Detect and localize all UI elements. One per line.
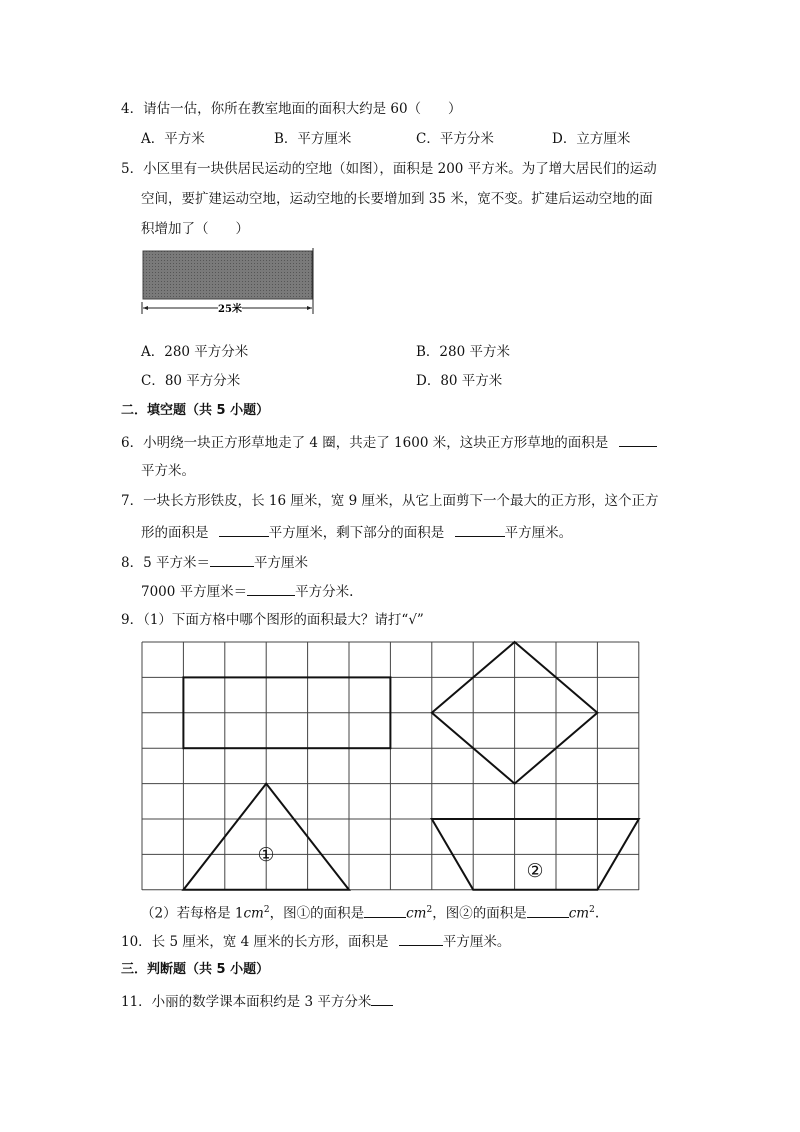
q5-line3: 积增加了（ ） (141, 221, 249, 237)
q4-option-d: D．立方厘米 (552, 131, 631, 147)
q9-part2 (141, 901, 599, 923)
q10-text-b: 平方厘米。 (442, 934, 511, 950)
q8-blank-1[interactable] (210, 552, 254, 567)
q10-line (121, 931, 510, 951)
q11-blank[interactable] (371, 991, 393, 1006)
q5-rectangle (143, 251, 312, 299)
q9-text-b: ，图①的面积是 (269, 905, 365, 922)
q7-text-c: 平方厘米。 (504, 525, 573, 541)
q7-blank-1[interactable] (219, 522, 269, 537)
q7-text-b: 平方厘米，剩下部分的面积是 (268, 525, 445, 541)
q5-line1: 5．小区里有一块供居民运动的空地（如图），面积是 200 平方米。为了增大居民们的运动 (121, 161, 657, 177)
q6-answer-blank[interactable] (619, 432, 657, 447)
q9-text-a: （2）若每格是 1 (141, 905, 244, 922)
q4-option-a: A．平方米 (141, 131, 205, 147)
q6-line1 (121, 432, 657, 452)
q8-line1 (121, 552, 308, 572)
section-2-title: 二．填空题（共 5 小题） (121, 403, 270, 418)
q9-end: . (594, 905, 600, 922)
q9-part1: 9．（1）下面方格中哪个图形的面积最大？请打“√” (121, 612, 424, 628)
q11-line (121, 991, 393, 1011)
q5-option-c: C．80 平方分米 (141, 373, 241, 389)
q8-text-c: 7000 平方厘米＝ (141, 584, 248, 600)
q8-text-d: 平方分米. (295, 584, 354, 600)
q5-line2: 空间，要扩建运动空地，运动空地的长要增加到 35 米，宽不变。扩建后运动空地的面 (141, 191, 653, 207)
q9-blank-2[interactable] (527, 903, 569, 918)
shape-1-label: ① (257, 844, 275, 866)
q5-rectangle-figure (140, 248, 320, 323)
q4-option-b: B．平方厘米 (274, 131, 352, 147)
q9-blank-1[interactable] (364, 903, 406, 918)
q9-sup-1: 2 (263, 905, 270, 915)
q6-text: 6．小明绕一块正方形草地走了 4 圈，共走了 1600 米，这块正方形草地的面积是 (121, 435, 609, 451)
q9-unit-3: cm (568, 905, 590, 922)
shape-2-label: ② (526, 860, 544, 882)
q9-sup-2: 2 (426, 905, 433, 915)
q9-grid-figure (140, 640, 645, 893)
q4-option-c: C．平方分米 (416, 131, 494, 147)
q9-sup-3: 2 (589, 905, 595, 915)
q7-blank-2[interactable] (455, 522, 505, 537)
q7-text-a: 形的面积是 (141, 525, 209, 541)
q11-text: 11．小丽的数学课本面积约是 3 平方分米 (121, 994, 372, 1010)
q9-unit-1: cm (243, 905, 264, 922)
q9-text-c: ，图②的面积是 (432, 905, 527, 922)
q5-option-d: D．80 平方米 (416, 373, 503, 389)
q5-option-a: A．280 平方分米 (141, 344, 249, 360)
section-3-title: 三．判断题（共 5 小题） (121, 962, 270, 977)
q4-stem: 4．请估一估，你所在教室地面的面积大约是 60（ ） (121, 101, 462, 117)
q6-line2: 平方米。 (141, 463, 195, 479)
q8-line2 (141, 581, 353, 601)
q5-figure-label: 25米 (218, 304, 242, 315)
q7-line2 (141, 522, 572, 542)
q8-text-b: 平方厘米 (253, 555, 308, 571)
q8-blank-2[interactable] (247, 581, 295, 596)
q7-line1: 7．一块长方形铁皮，长 16 厘米，宽 9 厘米，从它上面剪下一个最大的正方形，这个正方 (121, 493, 659, 509)
q5-option-b: B．280 平方米 (416, 344, 510, 360)
q9-unit-2: cm (406, 905, 427, 922)
q10-text-a: 10．长 5 厘米，宽 4 厘米的长方形，面积是 (121, 934, 389, 950)
q8-text-a: 8．5 平方米＝ (121, 555, 210, 571)
q10-blank[interactable] (399, 931, 443, 946)
